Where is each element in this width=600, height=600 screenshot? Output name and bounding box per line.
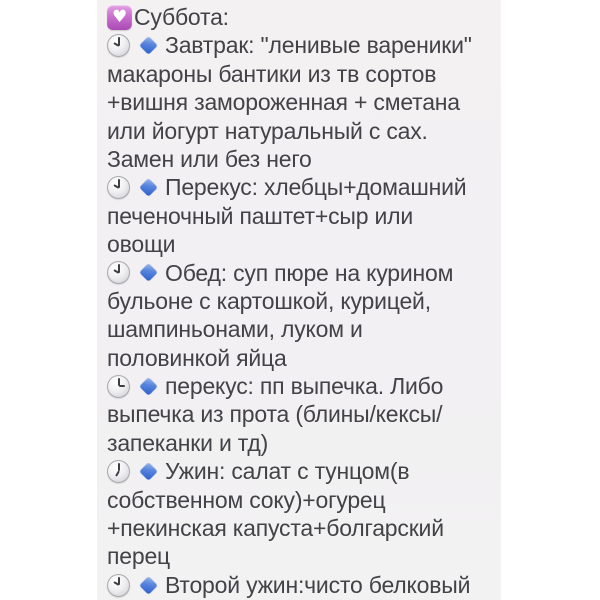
clock-icon <box>107 261 130 284</box>
day-header <box>107 3 495 31</box>
entry-breakfast-line <box>107 88 495 116</box>
entry-text: +пекинская капуста+болгарский <box>107 515 444 542</box>
entry-text: Замен или без него <box>107 145 312 172</box>
entry-text: или йогурт натуральный с сах. <box>107 117 428 144</box>
entry-text: перец <box>107 543 171 570</box>
entry-dinner-line <box>107 457 495 485</box>
blue-diamond-icon <box>139 36 157 54</box>
entry-text: +вишня замороженная + сметана <box>107 89 460 116</box>
heart-decoration-icon <box>107 5 132 30</box>
entry-breakfast-line <box>107 145 495 173</box>
entry-text: выпечка из прота (блины/кексы/ <box>107 401 443 428</box>
entry-breakfast-line <box>107 117 495 145</box>
entry-snack2-line <box>107 372 495 400</box>
entry-snack1-line <box>107 202 495 230</box>
entry-second-dinner-line <box>107 571 495 599</box>
blue-diamond-icon <box>139 377 157 395</box>
clock-icon <box>107 375 130 398</box>
entry-text: макароны бантики из тв сортов <box>107 60 437 87</box>
entry-snack1-line <box>107 230 495 258</box>
entry-text: Завтрак: "ленивые вареники" <box>165 32 472 59</box>
entry-lunch-line <box>107 287 495 315</box>
blue-diamond-icon <box>139 462 157 480</box>
entry-lunch-line <box>107 344 495 372</box>
entry-snack2-line <box>107 429 495 457</box>
entry-lunch-line <box>107 259 495 287</box>
entry-snack1-line <box>107 173 495 201</box>
entry-text: собственном соку)+огурец <box>107 486 386 513</box>
entry-text: половинкой яйца <box>107 344 287 371</box>
clock-icon <box>107 34 130 57</box>
entry-dinner-line <box>107 542 495 570</box>
day-label: Суббота: <box>134 4 229 30</box>
entry-dinner-line <box>107 514 495 542</box>
entry-text: овощи <box>107 231 176 258</box>
entry-text: Второй ужин:чисто белковый <box>165 571 471 598</box>
clock-icon <box>107 460 130 483</box>
entry-text: печеночный паштет+сыр или <box>107 202 413 229</box>
entry-breakfast-line <box>107 60 495 88</box>
entry-lunch-line <box>107 315 495 343</box>
entry-text: бульоне с картошкой, курицей, <box>107 287 431 314</box>
blue-diamond-icon <box>139 576 157 594</box>
entry-text: Обед: суп пюре на курином <box>165 259 454 286</box>
entry-text: Перекус: хлебцы+домашний <box>165 174 467 201</box>
entry-snack2-line <box>107 400 495 428</box>
entry-text: запеканки и тд) <box>107 429 269 456</box>
blue-diamond-icon <box>139 178 157 196</box>
entry-text: перекус: пп выпечка. Либо <box>165 373 444 400</box>
clock-icon <box>107 574 130 597</box>
clock-icon <box>107 176 130 199</box>
entry-dinner-line <box>107 486 495 514</box>
entry-text: Ужин: салат с тунцом(в <box>165 458 410 485</box>
note-screenshot <box>97 0 501 600</box>
entry-text: шампиньонами, луком и <box>107 316 363 343</box>
blue-diamond-icon <box>139 264 157 282</box>
entry-breakfast-line <box>107 31 495 59</box>
